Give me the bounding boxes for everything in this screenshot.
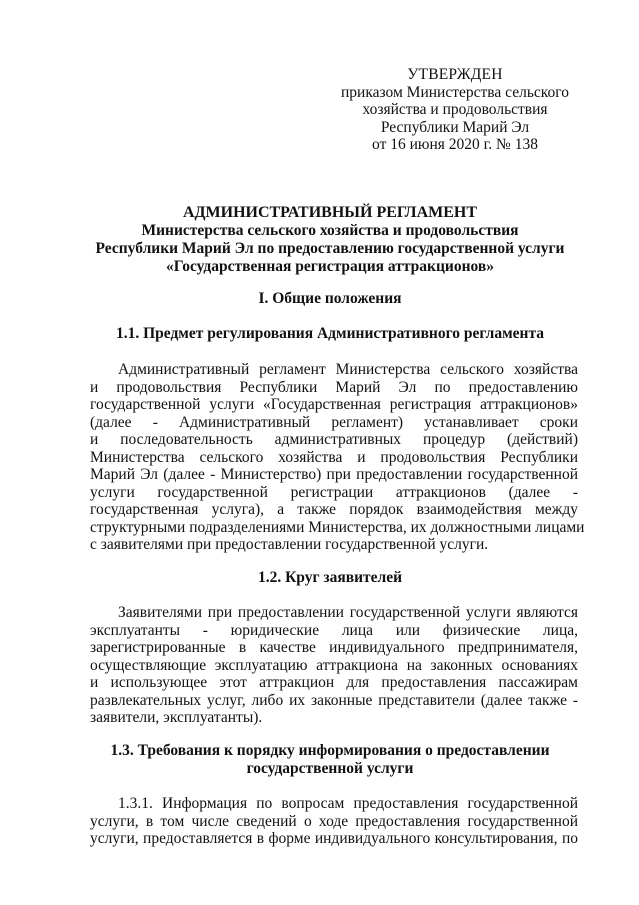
paragraph-line: и продовольствия Республики Марий Эл по предоставлению [90, 378, 578, 396]
approval-stamp [330, 66, 580, 154]
document-title-line: Министерства сельского хозяйства и продовольствия [141, 222, 519, 239]
approval-line: приказом Министерства сельского [340, 83, 569, 101]
subsection-heading-text: 1.2. Круг заявителей [257, 569, 403, 586]
paragraph-line: структурными подразделениями Министерства, их должностными лицами [90, 518, 585, 536]
document-title-line: Республики Марий Эл по предоставлению государственной услуги [95, 240, 565, 257]
paragraph-line: (далее - Административный регламент) устанавливает сроки [90, 413, 578, 431]
subsection-heading-text: 1.3. Требования к порядку информирования о предоставлении [110, 742, 550, 759]
subsection-1-2-paragraph [90, 604, 578, 727]
approval-line: хозяйства и продовольствия [362, 101, 548, 119]
paragraph-line: развлекательных услуг, либо их законные представители (далее также - [90, 691, 578, 709]
section-1-heading [70, 290, 590, 308]
subsection-1-3-paragraph [90, 795, 578, 848]
paragraph-line: и последовательность административных процедур (действий) [90, 431, 578, 448]
paragraph-line: с заявителями при предоставлении государственной услуги. [90, 536, 489, 553]
paragraph-line: услуги, предоставляется в форме индивидуального консультирования, по [90, 830, 578, 847]
subsection-1-3-heading [70, 742, 590, 778]
document-title-main: АДМИНИСТРАТИВНЫЙ РЕГЛАМЕНТ [182, 204, 478, 221]
document-title-line: «Государственная регистрация аттракционов» [165, 258, 494, 275]
paragraph-line: и использующее этот аттракцион для предоставления пассажирам [90, 674, 578, 691]
paragraph-line: зарегистрированные в качестве индивидуального предпринимателя, [90, 639, 578, 656]
paragraph-line: эксплуатанты - юридические лица или физические лица, [90, 621, 578, 639]
subsection-heading-text: государственной услуги [246, 760, 414, 777]
paragraph-line: осуществляющие эксплуатацию аттракциона на законных основаниях [90, 656, 578, 674]
subsection-1-1-paragraph [90, 361, 585, 554]
paragraph-line: Марий Эл (далее - Министерство) при предоставлении государственной [90, 466, 578, 483]
approval-heading: УТВЕРЖДЕН [407, 66, 503, 83]
paragraph-line: государственная услуга), а также порядок взаимодействия между [90, 501, 578, 518]
subsection-1-1-heading [70, 325, 590, 343]
paragraph-line: Заявителями при предоставлении государственной услуги являются [118, 604, 578, 621]
subsection-heading-text: 1.1. Предмет регулирования Административного регламента [115, 325, 545, 342]
paragraph-line: Министерства сельского хозяйства и продовольствия Республики [90, 448, 578, 466]
approval-line: Республики Марий Эл [380, 118, 530, 136]
paragraph-line: услуги государственной регистрации аттракционов (далее - [90, 483, 578, 501]
paragraph-line: заявители, эксплуатанты). [90, 709, 263, 726]
subsection-1-2-heading [70, 569, 590, 587]
approval-line: от 16 июня 2020 г. № 138 [372, 136, 538, 154]
paragraph-line: Административный регламент Министерства сельского хозяйства [118, 361, 578, 378]
paragraph-line: 1.3.1. Информация по вопросам предоставления государственной [118, 795, 578, 812]
section-heading-text: I. Общие положения [258, 290, 402, 307]
paragraph-line: услуги, в том числе сведений о ходе предоставления государственной [90, 812, 578, 830]
document-title [70, 204, 590, 276]
paragraph-line: государственной услуги «Государственная регистрация аттракционов» [90, 396, 578, 413]
